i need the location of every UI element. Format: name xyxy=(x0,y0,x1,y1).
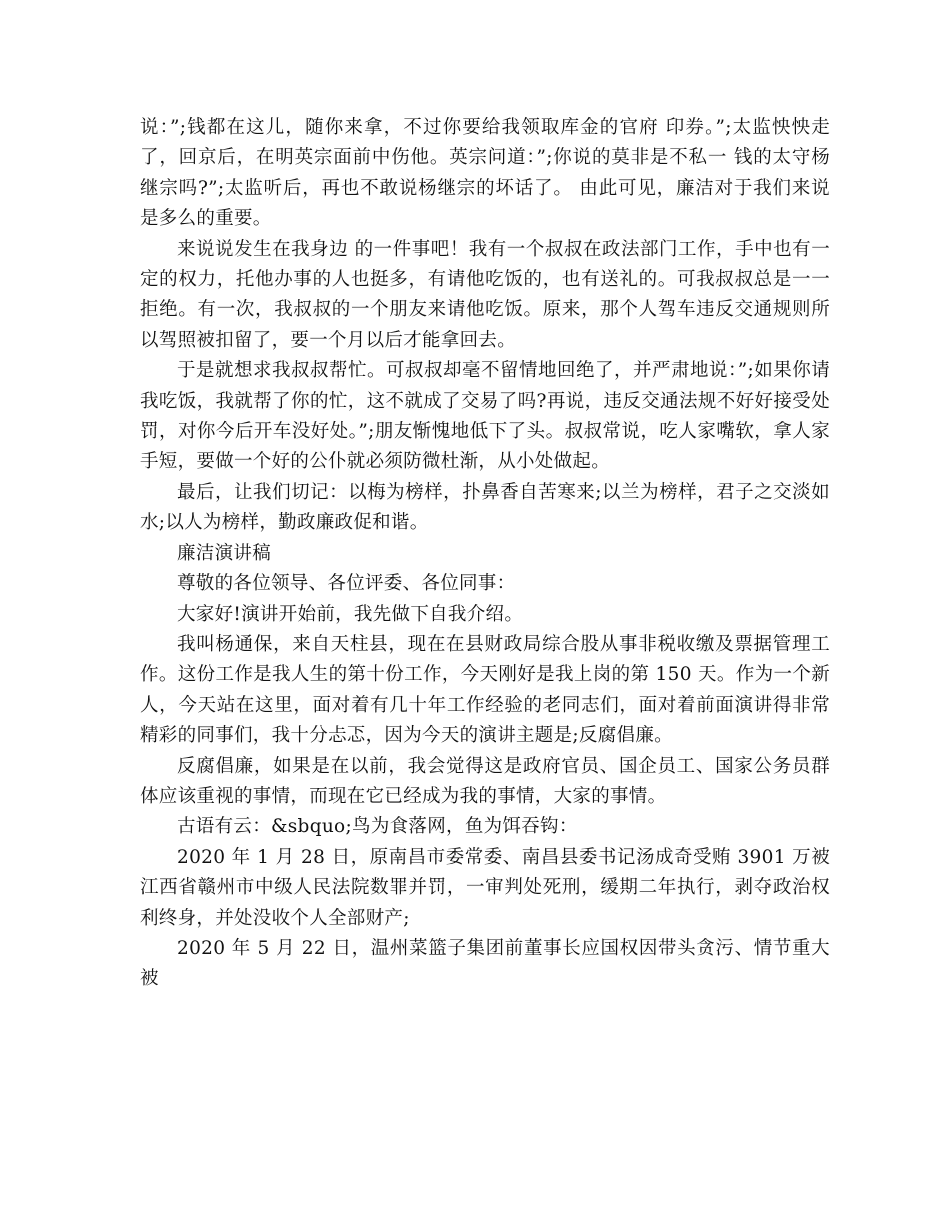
paragraph-anti-corruption: 反腐倡廉，如果是在以前，我会觉得这是政府官员、国企员工、国家公务员群体应该重视的事情，而现在它已经成为我的事情，大家的事情。 xyxy=(140,755,830,807)
paragraph-case-2: 2020 年 5 月 22 日，温州菜篮子集团前董事长应国权因带头贪污、情节重大被 xyxy=(140,937,830,990)
paragraph-proverb: 古语有云：&sbquo;鸟为食落网，鱼为饵吞钩： xyxy=(177,816,578,838)
paragraph-4: 最后，让我们切记：以梅为榜样，扑鼻香自苦寒来;以兰为榜样，君子之交淡如水;以人为榜样，勤政廉政促和谐。 xyxy=(140,481,830,534)
paragraph-3: 于是就想求我叔叔帮忙。可叔叔却毫不留情地回绝了，并严肃地说：”;如果你请我吃饭，我就帮了你的忙，这不就成了交易了吗?再说，违反交通法规不好好接受处罚，对你今后开车没好处。”;朋友惭愧地低下了头。叔叔常说，吃人家嘴软，拿人家手短，要做一个好的公仆就必须防微杜渐，从小处做起。 xyxy=(140,360,830,473)
paragraph-1: 说：”;钱都在这儿，随你来拿，不过你要给我领取库金的官府 印券。”;太监怏怏走了，回京后，在明英宗面前中伤他。英宗问道：”;你说的莫非是不私一 钱的太守杨继宗吗?”;太监听后，再也不敢说杨继宗的坏话了。 由此可见，廉洁对于我们来说是多么的重要。 xyxy=(140,117,830,230)
paragraph-self-intro: 我叫杨通保，来自天柱县，现在在县财政局综合股从事非税收缴及票据管理工作。这份工作是我人生的第十份工作，今天刚好是我上岗的第 150 天。作为一个新人，今天站在这里，面对着有几十年工作经验的老同志们，面对着前面演讲得非常精彩的同事们，我十分忐忑，因为今天的演讲主题是;反腐倡廉。 xyxy=(140,633,830,747)
document-body xyxy=(140,113,830,995)
speech-title: 廉洁演讲稿 xyxy=(177,542,272,564)
salutation: 尊敬的各位领导、各位评委、各位同事： xyxy=(177,573,516,595)
paragraph-2: 来说说发生在我身边 的一件事吧！我有一个叔叔在政法部门工作，手中也有一定的权力，托他办事的人也挺多，有请他吃饭的，也有送礼的。可我叔叔总是一一拒绝。有一次，我叔叔的一个朋友来请他吃饭。原来，那个人驾车违反交通规则所以驾照被扣留了，要一个月以后才能拿回去。 xyxy=(140,238,830,351)
greeting: 大家好!演讲开始前，我先做下自我介绍。 xyxy=(177,603,524,625)
paragraph-case-1: 2020 年 1 月 28 日，原南昌市委常委、南昌县委书记汤成奇受贿 3901 万被江西省赣州市中级人民法院数罪并罚，一审判处死刑，缓期二年执行，剥夺政治权利终身，并处没收个人全部财产; xyxy=(140,846,830,929)
